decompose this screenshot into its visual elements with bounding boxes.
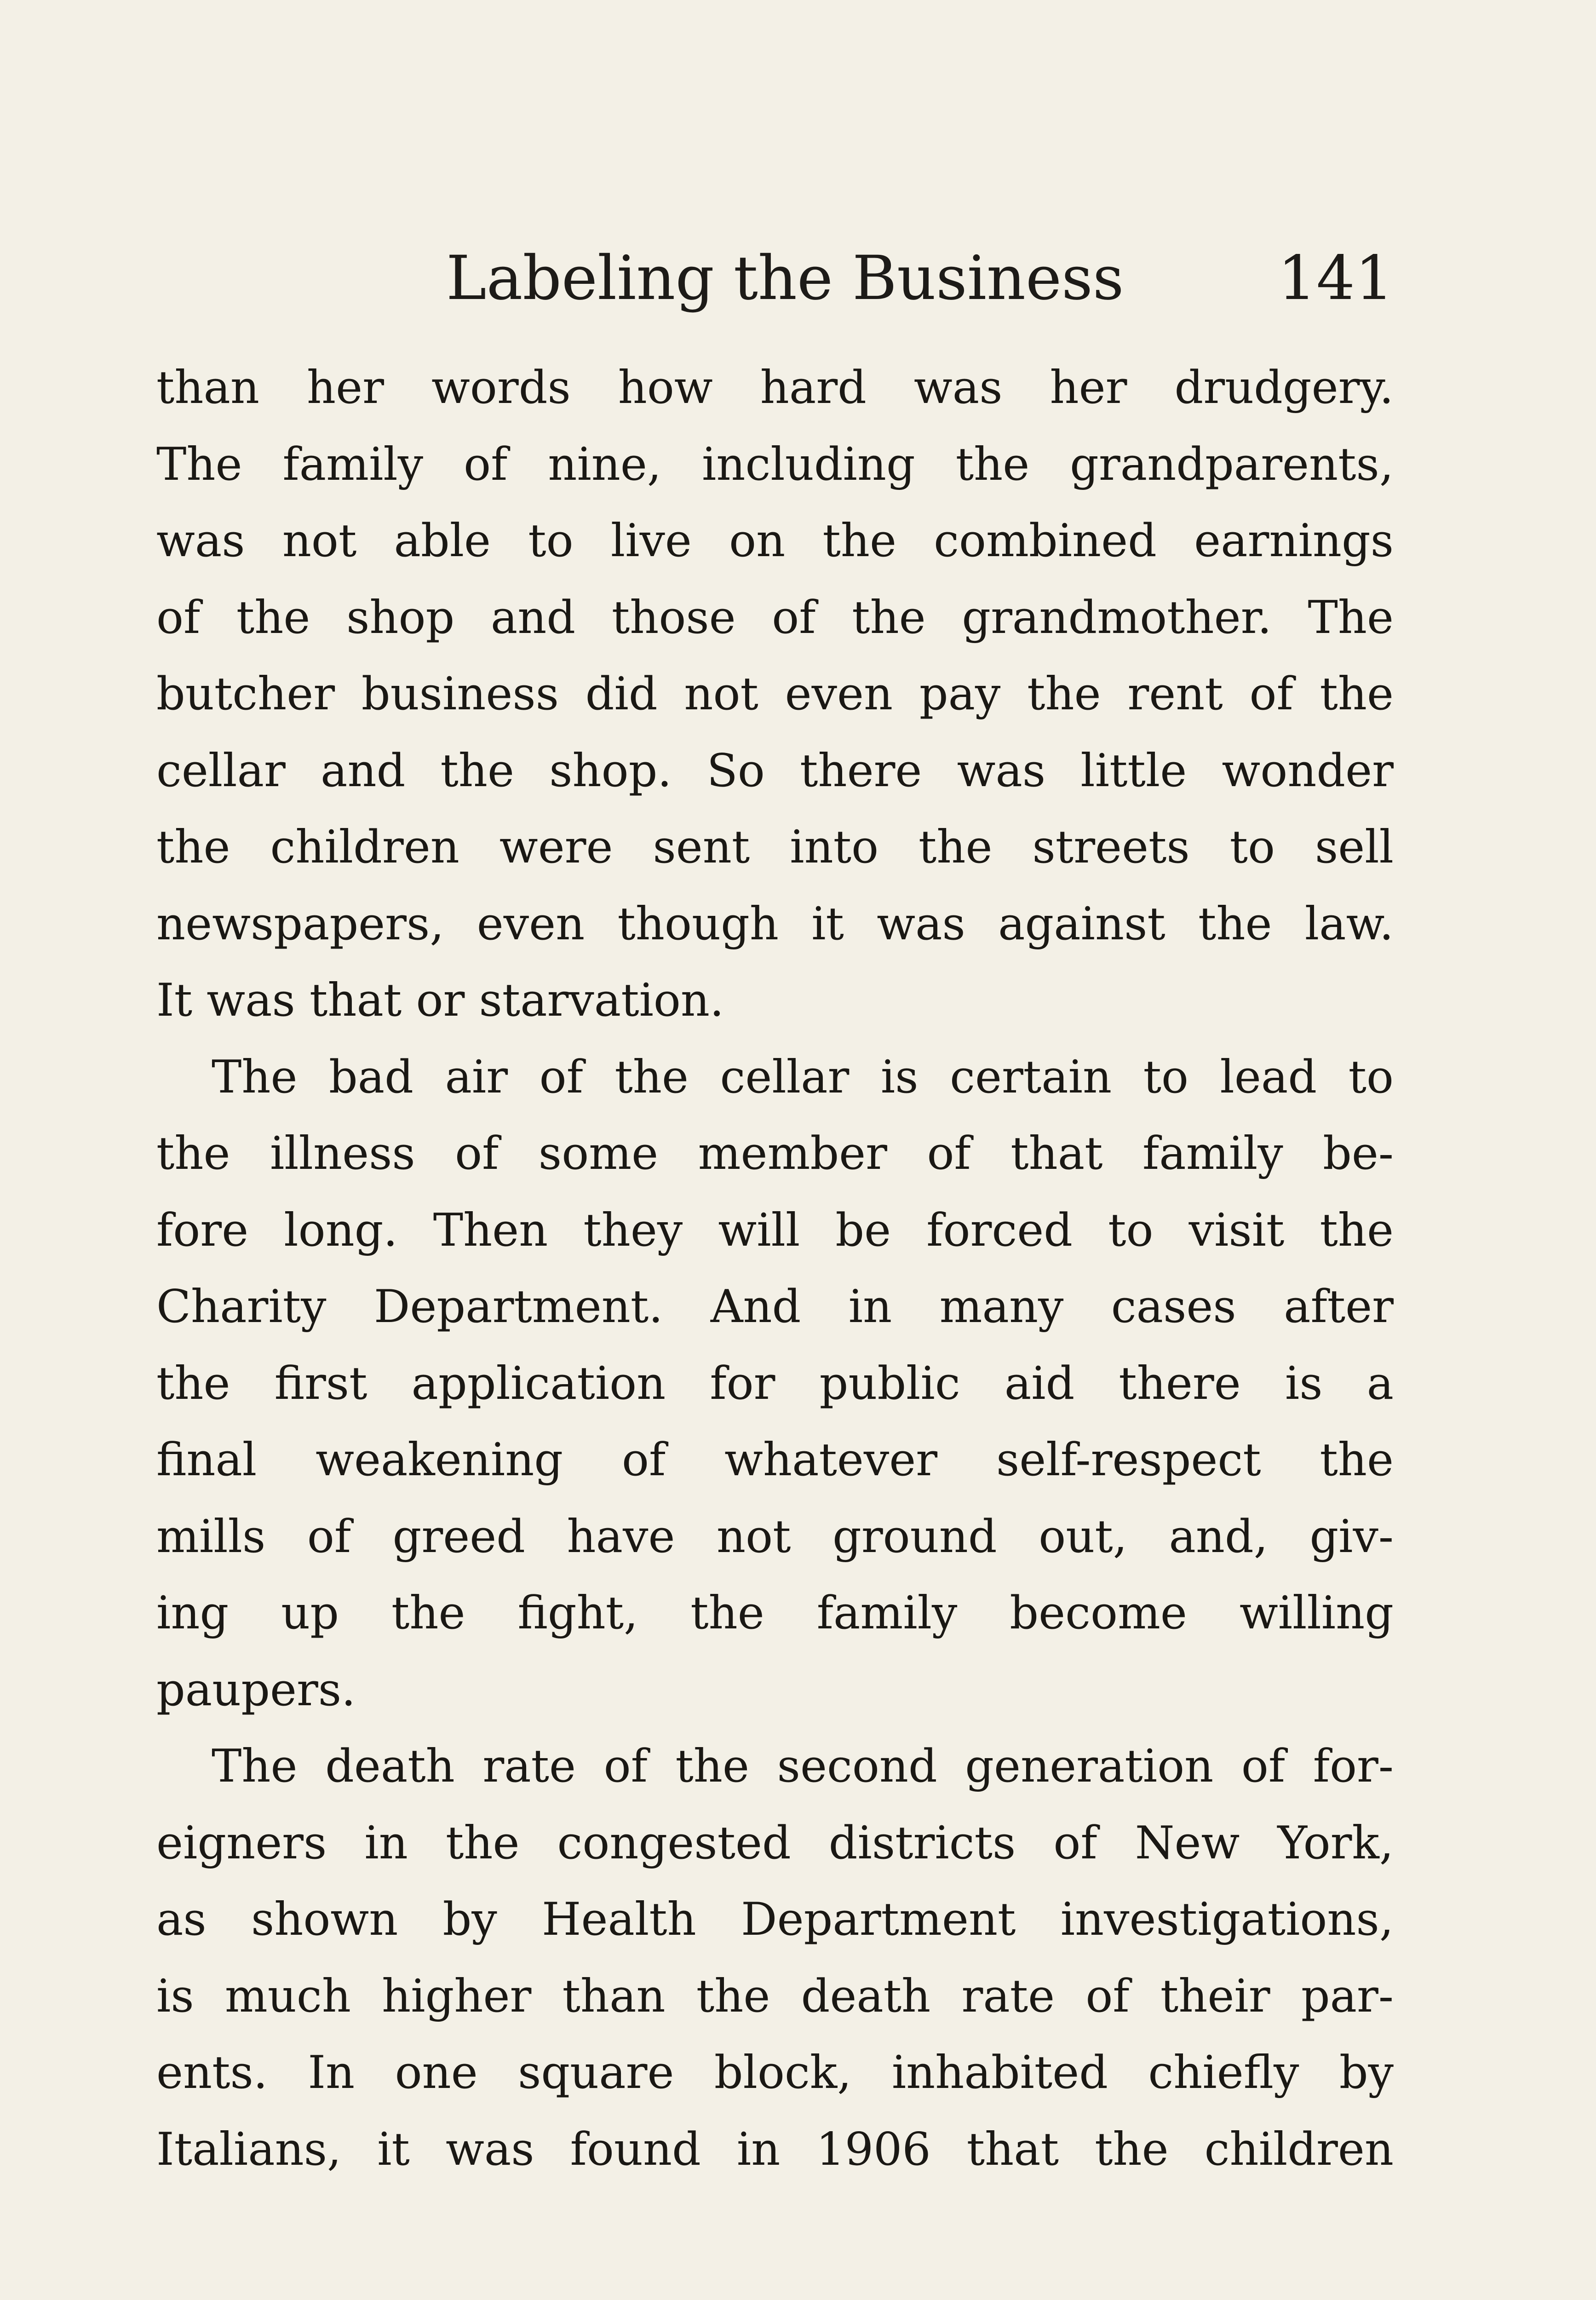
- text-line: than her words how hard was her drudgery.: [156, 362, 1394, 414]
- paragraph-2: [156, 1039, 1394, 1729]
- paragraph-3: [156, 1728, 1394, 2188]
- text-line: The family of nine, including the grandparents,: [156, 438, 1394, 491]
- text-line: the illness of some member of that family be-: [156, 1127, 1394, 1180]
- text-line: of the shop and those of the grandmother. The: [156, 591, 1394, 644]
- running-head: [156, 239, 1394, 317]
- text-line: It was that or starvation.: [156, 974, 724, 1027]
- text-line: final weakening of whatever self-respect the: [156, 1434, 1394, 1486]
- text-line: Charity Department. And in many cases after: [156, 1281, 1394, 1333]
- text-line: was not able to live on the combined earnings: [156, 515, 1394, 567]
- page-number: 141: [1278, 243, 1394, 314]
- text-line: the first application for public aid there is a: [156, 1357, 1394, 1410]
- text-line: newspapers, even though it was against the law.: [156, 897, 1394, 950]
- text-line: eigners in the congested districts of New York,: [156, 1817, 1394, 1869]
- text-line: The death rate of the second generation of for-: [212, 1740, 1394, 1793]
- text-line: mills of greed have not ground out, and, giv-: [156, 1510, 1394, 1563]
- text-line: fore long. Then they will be forced to visit the: [156, 1204, 1394, 1257]
- running-title: Labeling the Business: [446, 243, 1124, 314]
- body-text: [156, 350, 1394, 2188]
- text-line: Italians, it was found in 1906 that the children: [156, 2123, 1394, 2176]
- text-line: ing up the fight, the family become willing: [156, 1587, 1394, 1639]
- paragraph-1: [156, 350, 1394, 1039]
- text-line: ents. In one square block, inhabited chiefly by: [156, 2047, 1394, 2099]
- text-line: as shown by Health Department investigations,: [156, 1893, 1394, 1946]
- text-line: the children were sent into the streets to sell: [156, 821, 1394, 874]
- text-line: The bad air of the cellar is certain to lead to: [212, 1051, 1394, 1104]
- text-line: paupers.: [156, 1663, 356, 1716]
- text-line: cellar and the shop. So there was little wonder: [156, 744, 1394, 797]
- text-line: is much higher than the death rate of their par-: [156, 1970, 1394, 2023]
- text-line: butcher business did not even pay the rent of the: [156, 668, 1394, 720]
